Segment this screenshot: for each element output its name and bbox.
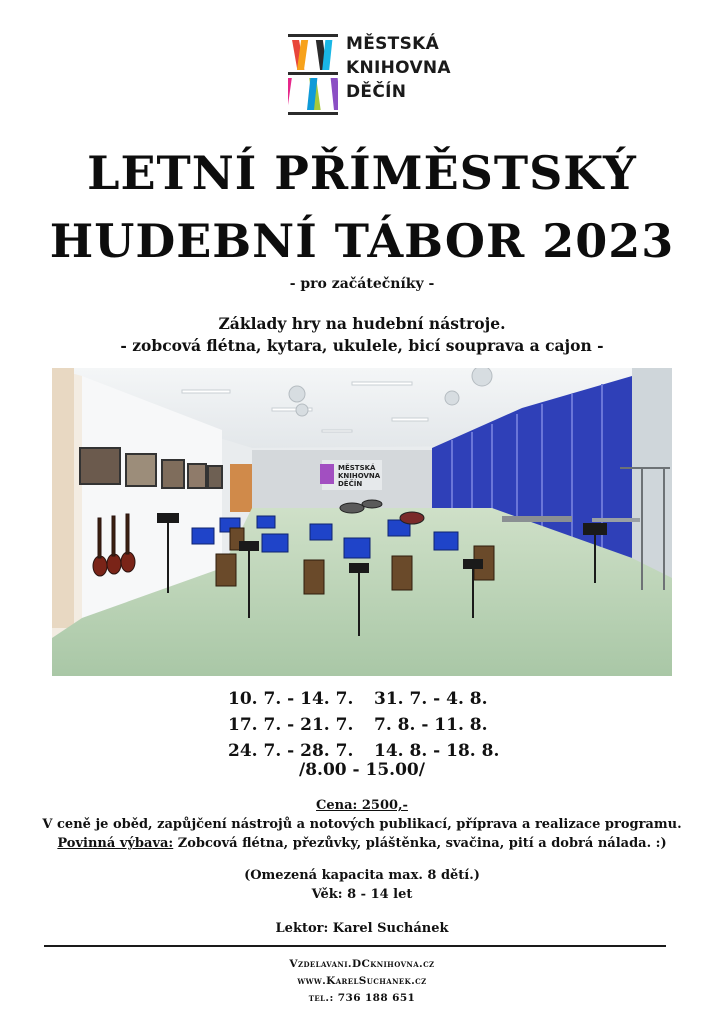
term-row <box>222 712 522 738</box>
term-date: 17. 7. - 21. 7. <box>228 715 354 735</box>
sign-line: MĚSTSKÁ <box>338 464 376 472</box>
term-date: 24. 7. - 28. 7. <box>228 741 354 761</box>
required-gear-text: Zobcová flétna, přezůvky, pláštěnka, svačina, pití a dobrá nálada. :) <box>173 836 667 851</box>
book-spines-top <box>292 40 332 70</box>
library-logo-text <box>346 32 451 104</box>
contact-web: www.KarelSuchanek.cz <box>297 975 427 987</box>
term-date: 31. 7. - 4. 8. <box>374 689 488 709</box>
guitars <box>93 514 135 576</box>
intro-line-1: Základy hry na hudební nástroje. <box>218 314 506 333</box>
logo-line: DĚČÍN <box>346 82 407 102</box>
lecturer: Lektor: Karel Suchánek <box>275 921 449 936</box>
logo-line: KNIHOVNA <box>346 58 451 78</box>
main-title-line-2: HUDEBNÍ TÁBOR 2023 <box>49 214 675 268</box>
divider <box>44 945 666 947</box>
term-date: 7. 8. - 11. 8. <box>374 715 488 735</box>
library-logo <box>288 30 451 114</box>
price-label: Cena: 2500,- <box>316 798 408 813</box>
required-gear <box>0 834 724 853</box>
book-spines-bottom <box>288 78 338 110</box>
logo-line: MĚSTSKÁ <box>346 34 440 54</box>
term-date: 14. 8. - 18. 8. <box>374 741 500 761</box>
main-title-line-1: LETNÍ PŘÍMĚSTSKÝ <box>87 146 637 200</box>
price-includes: V ceně je oběd, zapůjčení nástrojů a notových publikací, příprava a realizace programu. <box>42 817 682 832</box>
music-room-photo <box>52 368 672 676</box>
library-logo-mark <box>288 34 338 116</box>
contact-phone: tel.: 736 188 651 <box>308 992 416 1004</box>
intro-line-2: - zobcová flétna, kytara, ukulele, bicí souprava a cajon - <box>120 336 604 355</box>
sign-line: KNIHOVNA <box>338 472 381 480</box>
subtitle: - pro začátečníky - <box>289 276 435 292</box>
sign-line: DĚČÍN <box>338 480 363 488</box>
capacity-note: (Omezená kapacita max. 8 dětí.) <box>244 868 480 883</box>
price-section <box>0 796 724 853</box>
capacity-section <box>0 866 724 904</box>
term-row <box>222 686 522 712</box>
term-dates <box>222 686 522 764</box>
term-date: 10. 7. - 14. 7. <box>228 689 354 709</box>
required-gear-label: Povinná výbava: <box>57 836 174 851</box>
daily-hours: /8.00 - 15.00/ <box>299 760 425 780</box>
intro-text <box>0 313 724 357</box>
contact-email: Vzdelavani.DCknihovna.cz <box>289 958 435 970</box>
age-range: Věk: 8 - 14 let <box>311 887 413 902</box>
contact-info <box>0 956 724 1007</box>
